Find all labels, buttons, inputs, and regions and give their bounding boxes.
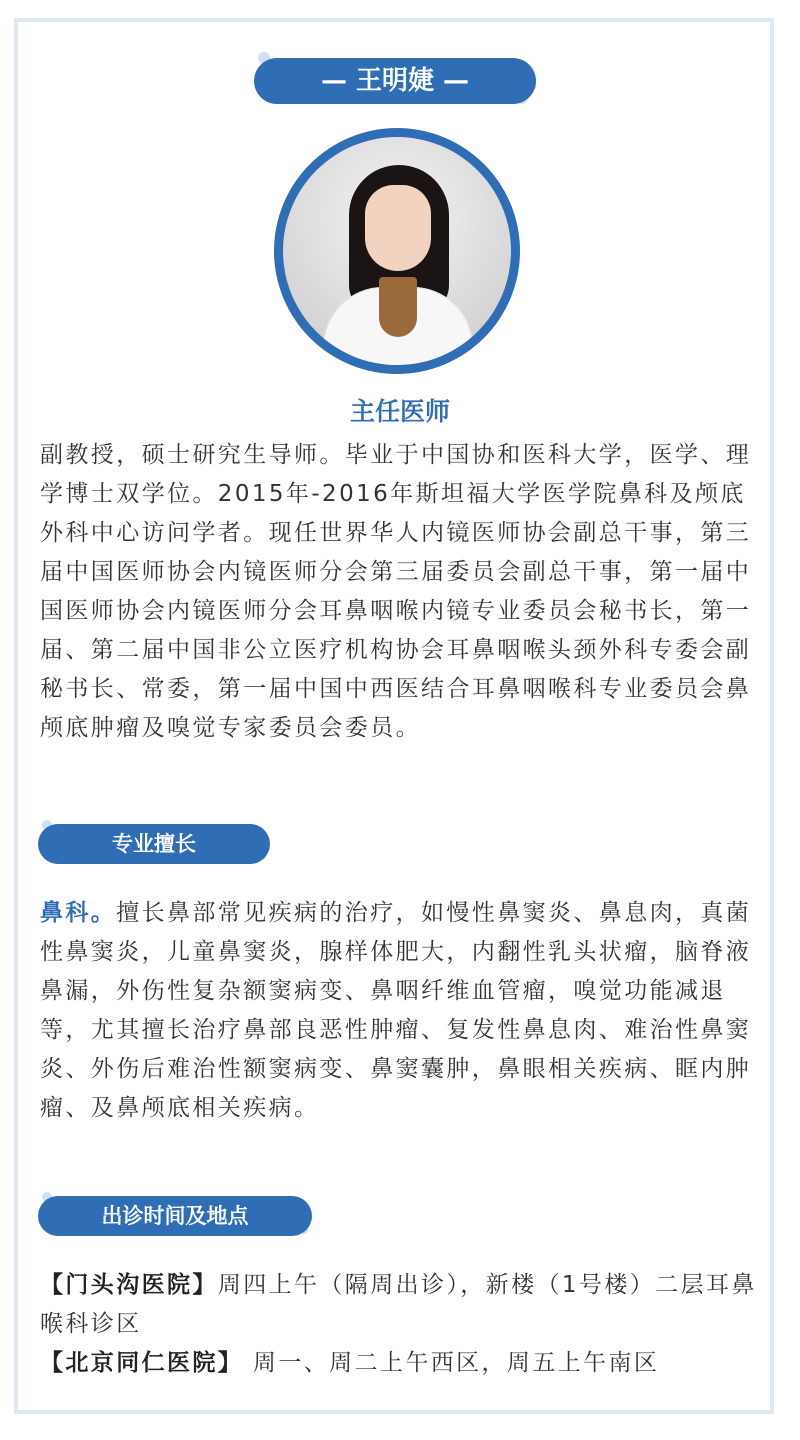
section-heading-clinic: 出诊时间及地点 <box>38 1196 312 1236</box>
clinic-hospital: 【门头沟医院】 <box>40 1272 218 1298</box>
section-heading-specialty: 专业擅长 <box>38 824 270 864</box>
clinic-entry <box>40 1344 760 1383</box>
clinic-schedule: 周一、周二上午西区，周五上午南区 <box>243 1350 660 1376</box>
doctor-title: 主任医师 <box>349 397 450 426</box>
specialty-keyword: 鼻科。 <box>40 900 117 926</box>
clinic-schedule: 周四上午（隔周出诊），新楼（1号楼）二层耳鼻喉科诊区 <box>40 1272 757 1337</box>
doctor-photo <box>283 137 511 365</box>
specialty-text <box>40 894 760 1128</box>
doctor-bio: 副教授，硕士研究生导师。毕业于中国协和医科大学，医学、理学博士双学位。2015年-2016年斯坦福大学医学院鼻科及颅底外科中心访问学者。现任世界华人内镜医师协会副总干事，第三届中国医师协会内镜医师分会第三届委员会副总干事，第一届中国医师协会内镜医师分会耳鼻咽喉内镜专业委员会秘书长，第一届、第二届中国非公立医疗机构协会耳鼻咽喉头颈外科专委会副秘书长、常委，第一届中国中西医结合耳鼻咽喉科专业委员会鼻颅底肿瘤及嗅觉专家委员会委员。 <box>40 442 752 741</box>
clinic-list <box>40 1266 760 1383</box>
clinic-entry <box>40 1266 760 1344</box>
doctor-photo-frame <box>274 128 520 374</box>
clinic-hospital: 【北京同仁医院】 <box>40 1350 244 1376</box>
specialty-description: 擅长鼻部常见疾病的治疗，如慢性鼻窦炎、鼻息肉，真菌性鼻窦炎，儿童鼻窦炎，腺样体肥大，内翻性乳头状瘤，脑脊液鼻漏，外伤性复杂额窦病变、鼻咽纤维血管瘤，嗅觉功能减退等，尤其擅长治疗鼻部良恶性肿瘤、复发性鼻息肉、难治性鼻窦炎、外伤后难治性额窦病变、鼻窦囊肿，鼻眼相关疾病、眶内肿瘤、及鼻颅底相关疾病。 <box>40 900 752 1121</box>
doctor-name-banner: — 王明婕 — <box>254 58 536 104</box>
